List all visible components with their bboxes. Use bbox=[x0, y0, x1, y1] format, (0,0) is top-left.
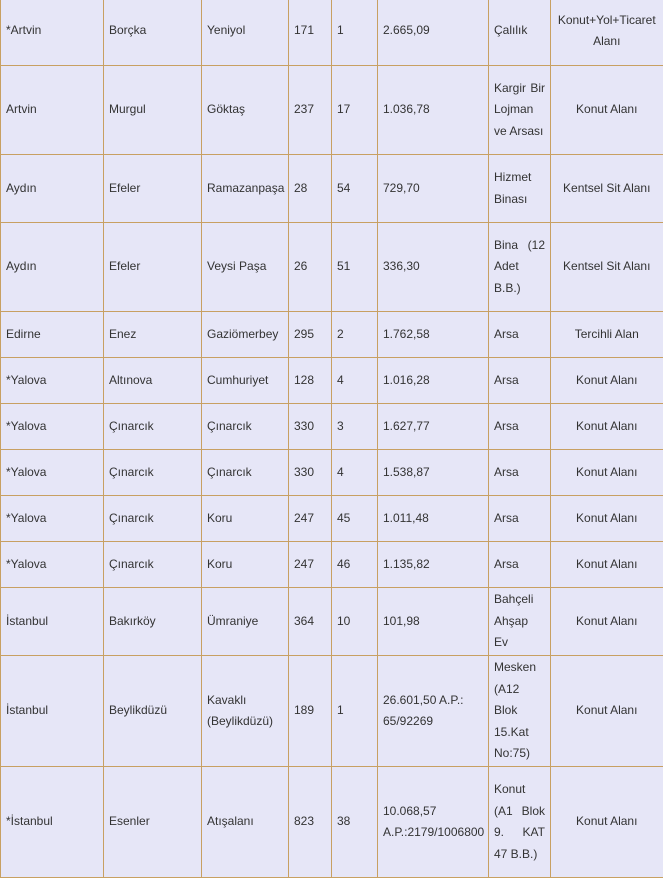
cell-mahalle: Ümraniye bbox=[202, 588, 289, 656]
cell-parsel: 17 bbox=[332, 66, 378, 155]
cell-imar: Konut Alanı bbox=[551, 358, 663, 404]
cell-il: *Artvin bbox=[1, 0, 104, 66]
cell-il: *İstanbul bbox=[1, 767, 104, 878]
cell-ilce: Efeler bbox=[104, 155, 202, 223]
cell-il: Edirne bbox=[1, 312, 104, 358]
cell-ilce: Çınarcık bbox=[104, 450, 202, 496]
cell-parsel: 1 bbox=[332, 656, 378, 767]
cell-imar: Konut Alanı bbox=[551, 496, 663, 542]
cell-mahalle: Kavaklı (Beylikdüzü) bbox=[202, 656, 289, 767]
cell-il: *Yalova bbox=[1, 404, 104, 450]
table-row bbox=[1, 223, 663, 312]
cell-alan: 1.538,87 bbox=[378, 450, 489, 496]
cell-parsel: 45 bbox=[332, 496, 378, 542]
cell-mahalle: Atışalanı bbox=[202, 767, 289, 878]
cell-alan: 729,70 bbox=[378, 155, 489, 223]
cell-ada: 295 bbox=[289, 312, 332, 358]
cell-nitelik: Hizmet Binası bbox=[489, 155, 551, 223]
cell-mahalle: Göktaş bbox=[202, 66, 289, 155]
cell-ilce: Enez bbox=[104, 312, 202, 358]
cell-mahalle: Cumhuriyet bbox=[202, 358, 289, 404]
cell-il: Aydın bbox=[1, 155, 104, 223]
cell-ilce: Altınova bbox=[104, 358, 202, 404]
cell-parsel: 4 bbox=[332, 450, 378, 496]
table-row bbox=[1, 312, 663, 358]
cell-mahalle: Ramazanpaşa bbox=[202, 155, 289, 223]
cell-alan: 1.016,28 bbox=[378, 358, 489, 404]
cell-ilce: Çınarcık bbox=[104, 404, 202, 450]
cell-ada: 247 bbox=[289, 496, 332, 542]
cell-parsel: 3 bbox=[332, 404, 378, 450]
cell-nitelik: Arsa bbox=[489, 450, 551, 496]
cell-nitelik: Arsa bbox=[489, 404, 551, 450]
table-row bbox=[1, 404, 663, 450]
cell-ada: 128 bbox=[289, 358, 332, 404]
cell-ada: 823 bbox=[289, 767, 332, 878]
cell-imar: Konut Alanı bbox=[551, 588, 663, 656]
cell-nitelik: Bina (12 Adet B.B.) bbox=[489, 223, 551, 312]
table-row bbox=[1, 656, 663, 767]
cell-il: *Yalova bbox=[1, 496, 104, 542]
cell-ada: 28 bbox=[289, 155, 332, 223]
table-row bbox=[1, 66, 663, 155]
cell-nitelik: Bahçeli Ahşap Ev bbox=[489, 588, 551, 656]
cell-nitelik: Arsa bbox=[489, 312, 551, 358]
cell-alan: 1.762,58 bbox=[378, 312, 489, 358]
cell-parsel: 51 bbox=[332, 223, 378, 312]
cell-nitelik: Arsa bbox=[489, 358, 551, 404]
cell-ilce: Bakırköy bbox=[104, 588, 202, 656]
cell-imar: Konut Alanı bbox=[551, 66, 663, 155]
cell-imar: Konut Alanı bbox=[551, 656, 663, 767]
cell-alan: 26.601,50 A.P.: 65/92269 bbox=[378, 656, 489, 767]
cell-alan: 1.011,48 bbox=[378, 496, 489, 542]
cell-il: Aydın bbox=[1, 223, 104, 312]
cell-parsel: 2 bbox=[332, 312, 378, 358]
cell-imar: Kentsel Sit Alanı bbox=[551, 155, 663, 223]
cell-mahalle: Çınarcık bbox=[202, 450, 289, 496]
table-row bbox=[1, 588, 663, 656]
cell-ada: 237 bbox=[289, 66, 332, 155]
cell-alan: 336,30 bbox=[378, 223, 489, 312]
cell-parsel: 46 bbox=[332, 542, 378, 588]
cell-parsel: 54 bbox=[332, 155, 378, 223]
cell-il: İstanbul bbox=[1, 656, 104, 767]
cell-nitelik: Mesken (A12 Blok 15.Kat No:75) bbox=[489, 656, 551, 767]
cell-imar: Konut+Yol+Ticaret Alanı bbox=[551, 0, 663, 66]
cell-il: *Yalova bbox=[1, 542, 104, 588]
cell-ada: 171 bbox=[289, 0, 332, 66]
table-row bbox=[1, 358, 663, 404]
cell-ilce: Esenler bbox=[104, 767, 202, 878]
cell-ada: 364 bbox=[289, 588, 332, 656]
cell-nitelik: Konut (A1 Blok 9. KAT 47 B.B.) bbox=[489, 767, 551, 878]
cell-imar: Konut Alanı bbox=[551, 450, 663, 496]
cell-imar: Konut Alanı bbox=[551, 404, 663, 450]
cell-il: İstanbul bbox=[1, 588, 104, 656]
table-row bbox=[1, 542, 663, 588]
cell-nitelik: Çalılık bbox=[489, 0, 551, 66]
table-row bbox=[1, 496, 663, 542]
cell-ilce: Beylikdüzü bbox=[104, 656, 202, 767]
cell-ada: 330 bbox=[289, 450, 332, 496]
cell-imar: Konut Alanı bbox=[551, 767, 663, 878]
cell-mahalle: Veysi Paşa bbox=[202, 223, 289, 312]
cell-imar: Tercihli Alan bbox=[551, 312, 663, 358]
table-row bbox=[1, 450, 663, 496]
cell-il: Artvin bbox=[1, 66, 104, 155]
cell-parsel: 10 bbox=[332, 588, 378, 656]
cell-alan: 2.665,09 bbox=[378, 0, 489, 66]
cell-ilce: Çınarcık bbox=[104, 542, 202, 588]
cell-mahalle: Çınarcık bbox=[202, 404, 289, 450]
cell-ada: 330 bbox=[289, 404, 332, 450]
cell-parsel: 38 bbox=[332, 767, 378, 878]
cell-mahalle: Gaziömerbey bbox=[202, 312, 289, 358]
cell-alan: 1.036,78 bbox=[378, 66, 489, 155]
table-row bbox=[1, 0, 663, 66]
cell-imar: Kentsel Sit Alanı bbox=[551, 223, 663, 312]
cell-il: *Yalova bbox=[1, 358, 104, 404]
cell-il: *Yalova bbox=[1, 450, 104, 496]
cell-mahalle: Yeniyol bbox=[202, 0, 289, 66]
cell-nitelik: Arsa bbox=[489, 542, 551, 588]
cell-ilce: Efeler bbox=[104, 223, 202, 312]
cell-ilce: Çınarcık bbox=[104, 496, 202, 542]
cell-alan: 10.068,57 A.P.:2179/1006800 bbox=[378, 767, 489, 878]
cell-alan: 101,98 bbox=[378, 588, 489, 656]
cell-ada: 189 bbox=[289, 656, 332, 767]
cell-ilce: Borçka bbox=[104, 0, 202, 66]
cell-nitelik: Arsa bbox=[489, 496, 551, 542]
table-row bbox=[1, 155, 663, 223]
cell-mahalle: Koru bbox=[202, 496, 289, 542]
cell-nitelik: Kargir Bir Lojman ve Arsası bbox=[489, 66, 551, 155]
cell-ada: 26 bbox=[289, 223, 332, 312]
cell-parsel: 1 bbox=[332, 0, 378, 66]
cell-ilce: Murgul bbox=[104, 66, 202, 155]
cell-alan: 1.135,82 bbox=[378, 542, 489, 588]
cell-ada: 247 bbox=[289, 542, 332, 588]
table-row bbox=[1, 767, 663, 878]
cell-imar: Konut Alanı bbox=[551, 542, 663, 588]
cell-mahalle: Koru bbox=[202, 542, 289, 588]
cell-alan: 1.627,77 bbox=[378, 404, 489, 450]
cell-parsel: 4 bbox=[332, 358, 378, 404]
